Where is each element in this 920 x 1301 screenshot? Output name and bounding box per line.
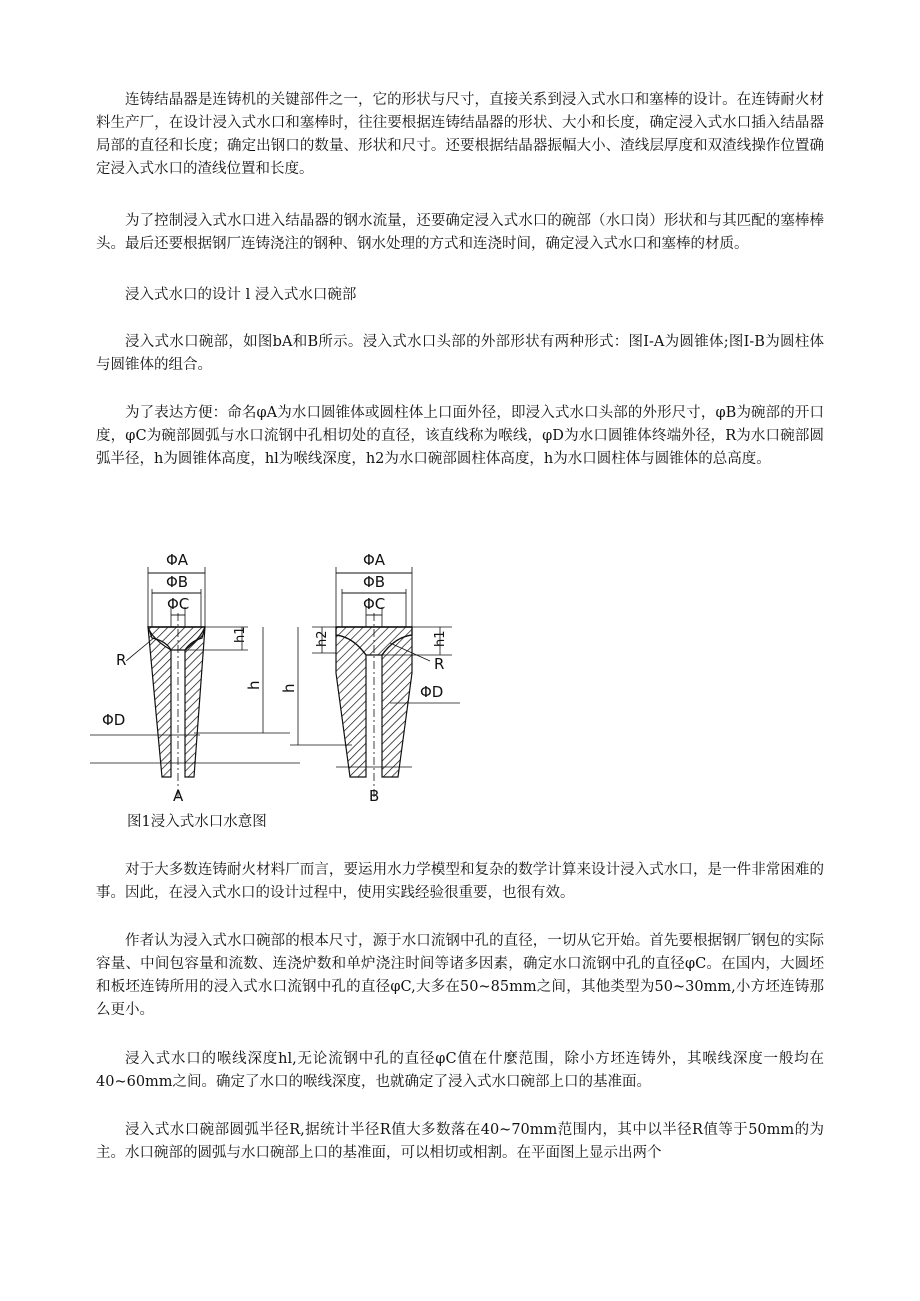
label-h2-right: h2	[315, 630, 330, 647]
nozzle-figure-b	[280, 551, 460, 805]
label-h-right: h	[280, 683, 298, 693]
label-phi-b-right: ΦB	[363, 573, 386, 591]
nozzle-diagram	[90, 535, 470, 805]
label-phi-d-left: ΦD	[102, 711, 126, 729]
label-a: A	[173, 787, 184, 805]
nozzle-figure-a	[90, 551, 300, 805]
paragraph-1: 连铸结晶器是连铸机的关键部件之一，它的形状与尺寸，直接关系到浸入式水口和塞棒的设计。在连铸耐火材料生产厂，在设计浸入式水口和塞棒时，往往要根据连铸结晶器的形状、大小和长度，确定浸入式水口插入结晶器局部的直径和长度；确定出钢口的数量、形状和尺寸。还要根据结晶器振幅大小、渣线层厚度和双渣线操作位置确定浸入式水口的渣线位置和长度。	[96, 92, 824, 177]
paragraph-7: 浸入式水口的喉线深度hl,无论流钢中孔的直径φC值在什麼范围，除小方坯连铸外，其喉线深度一般均在40~60mm之间。确定了水口的喉线深度，也就确定了浸入式水口碗部上口的基准面。	[96, 1051, 824, 1090]
figure-caption: 图1浸入式水口水意图	[127, 814, 267, 830]
paragraph-4: 为了表达方便：命名φA为水口圆锥体或圆柱体上口面外径，即浸入式水口头部的外形尺寸，φB为碗部的开口度，φC为碗部圆弧与水口流钢中孔相切处的直径，该直线称为喉线，φD为水口圆锥体终端外径，R为水口碗部圆弧半径，h为圆锥体高度，hl为喉线深度，h2为水口碗部圆柱体高度，h为水口圆柱体与圆锥体的总高度。	[96, 405, 824, 467]
label-h1-right: h1	[433, 630, 448, 647]
paragraph-6: 作者认为浸入式水口碗部的根本尺寸，源于水口流钢中孔的直径，一切从它开始。首先要根据钢厂钢包的实际容量、中间包容量和流数、连浇炉数和单炉浇注时间等诸多因素，确定水口流钢中孔的直径φC。在国内，大圆坯和板坯连铸所用的浸入式水口流钢中孔的直径φC,大多在50~85mm之间，其他类型为50~30mm,小方坯连铸那么更小。	[96, 933, 824, 1018]
label-phi-c-right: ΦC	[363, 595, 386, 613]
label-h-left: h	[245, 680, 263, 690]
label-phi-a-left: ΦA	[166, 551, 189, 569]
label-phi-b-left: ΦB	[166, 573, 189, 591]
label-h1-left: h1	[233, 626, 248, 643]
paragraph-5: 对于大多数连铸耐火材料厂而言，要运用水力学模型和复杂的数学计算来设计浸入式水口，是一件非常困难的事。因此，在浸入式水口的设计过程中，使用实践经验很重要，也很有效。	[96, 862, 824, 901]
paragraph-8: 浸入式水口碗部圆弧半径R,据统计半径R值大多数落在40~70mm范围内，其中以半径R值等于50mm的为主。水口碗部的圆弧与水口碗部上口的基准面，可以相切或相割。在平面图上显示出两个	[96, 1122, 824, 1161]
label-phi-c-left: ΦC	[167, 595, 190, 613]
section-heading: 浸入式水口的设计 l 浸入式水口碗部	[125, 287, 357, 303]
label-phi-d-right: ΦD	[420, 683, 444, 701]
paragraph-2: 为了控制浸入式水口进入结晶器的钢水流量，还要确定浸入式水口的碗部（水口岗）形状和与其匹配的塞棒棒头。最后还要根据钢厂连铸浇注的钢种、钢水处理的方式和连浇时间，确定浸入式水口和塞棒的材质。	[96, 213, 824, 252]
label-phi-a-right: ΦA	[363, 551, 386, 569]
label-r-left: R	[116, 651, 127, 669]
label-b: B	[369, 787, 380, 805]
label-r-right: R	[434, 655, 445, 673]
paragraph-3: 浸入式水口碗部，如图bA和B所示。浸入式水口头部的外部形状有两种形式：图I-A为圆锥体;图I-B为圆柱体与圆锥体的组合。	[96, 334, 824, 373]
